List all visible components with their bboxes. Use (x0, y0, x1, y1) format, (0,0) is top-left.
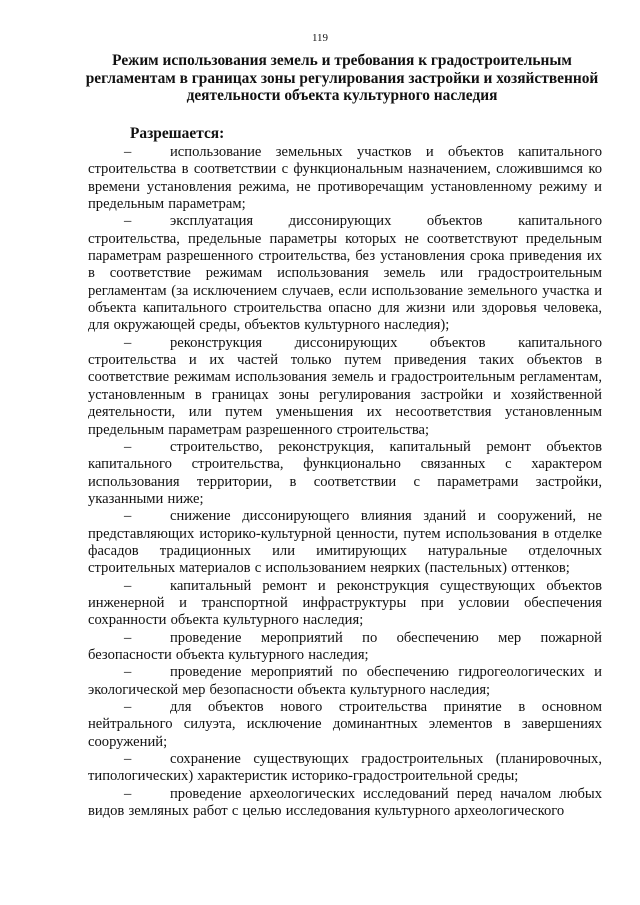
dash-bullet: – (124, 751, 132, 768)
list-item-text: сохранение существующих градостроительных (планировочных, типологических) характеристик историко-градостроительной среды; (88, 751, 602, 785)
permitted-activities-list (88, 144, 602, 820)
dash-bullet: – (124, 699, 132, 715)
list-item (88, 335, 602, 439)
list-item (88, 786, 602, 821)
list-item (88, 578, 602, 630)
list-item (88, 751, 602, 786)
dash-bullet: – (124, 577, 132, 594)
document-title: Режим использования земель и требования к градостроительным регламентам в границах зоны регулирования застройки и хозяйственной деятельности объекта культурного наследия (85, 52, 599, 104)
list-item (88, 144, 602, 213)
list-item-text: снижение диссонирующего влияния зданий и сооружений, не представляющих историко-культурной ценности, путем использования в отделке фасадов традиционных или имитирующих натуральные отделочных строительных материалов с использованием неярких (пастельных) оттенков; (88, 508, 602, 577)
list-item-text: реконструкция диссонирующих объектов капитального строительства и их частей только путем приведения таких объектов в соответствие режимам использования земель и градостроительным регламентам, установленным в границах зоны регулирования застройки и хозяйственной деятельности, или путем уменьшения их несоответствия установленным предельным параметрам разрешенного строительства; (88, 334, 602, 438)
list-item-text: для объектов нового строительства принятие в основном нейтрального силуэта, исключение доминантных элементов в завершениях сооружений; (88, 699, 602, 750)
list-item (88, 699, 602, 751)
list-item-text: проведение мероприятий по обеспечению гидрогеологических и экологической мер безопасности объекта культурного наследия; (88, 664, 602, 698)
dash-bullet: – (124, 334, 132, 351)
list-item (88, 508, 602, 577)
list-item (88, 213, 602, 334)
dash-bullet: – (124, 144, 132, 160)
list-item-text: эксплуатация диссонирующих объектов капитального строительства, предельные параметры которых не соответствуют предельным параметрам разрешенного строительства, без установления срока приведения их в соответствие режимам использования земель или градостроительным регламентам (за исключением случаев, если использование земельного участка и объекта капитального строительства опасно для жизни или здоровья человека, для окружающей среды, объектов культурного наследия); (88, 213, 602, 334)
list-item-text: использование земельных участков и объектов капитального строительства в соответствии с функциональным назначением, сложившимся ко времени установления режима, не противоречащим установленному режиму и предельным параметрам; (88, 144, 602, 213)
page-number: 119 (311, 32, 329, 44)
list-item-text: капитальный ремонт и реконструкция существующих объектов инженерной и транспортной инфраструктуры при условии обеспечения сохранности объекта культурного наследия; (88, 577, 602, 629)
list-item-text: строительство, реконструкция, капитальный ремонт объектов капитального строительства, функционально связанных с характером использования территории, в соответствии с параметрами застройки, указанными ниже; (88, 438, 602, 507)
dash-bullet: – (124, 664, 132, 681)
list-item-text: проведение археологических исследований перед началом любых видов земляных работ с целью исследования культурного археологического (88, 785, 602, 820)
dash-bullet: – (124, 438, 132, 455)
list-item (88, 630, 602, 665)
list-item-text: проведение мероприятий по обеспечению мер пожарной безопасности объекта культурного наследия; (88, 629, 602, 663)
list-item (88, 439, 602, 508)
dash-bullet: – (124, 785, 132, 802)
list-item (88, 664, 602, 699)
dash-bullet: – (124, 213, 132, 230)
section-heading-permitted: Разрешается: (130, 125, 225, 142)
dash-bullet: – (124, 629, 132, 646)
dash-bullet: – (124, 508, 132, 525)
